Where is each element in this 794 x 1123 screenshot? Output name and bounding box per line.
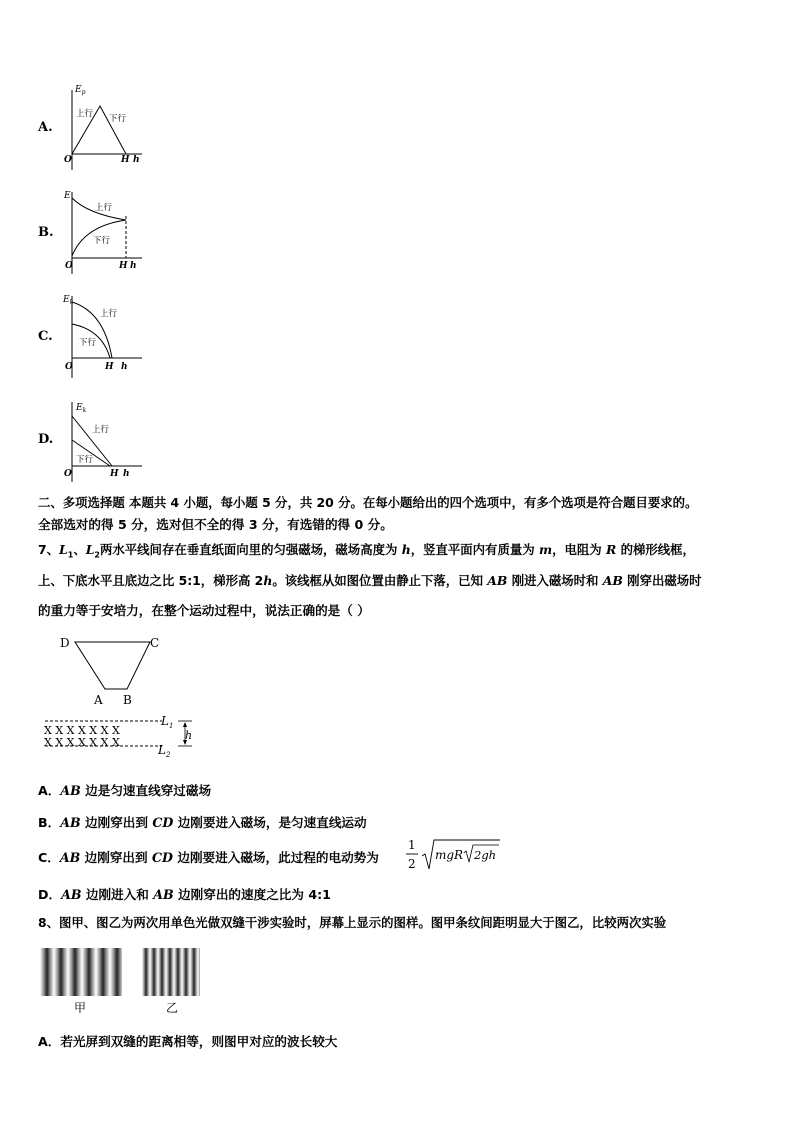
q7-option-d[interactable]: D．AB 边刚进入和 AB 边刚穿出的速度之比为 4:1 <box>38 887 331 902</box>
graph-b-h: h <box>130 261 137 271</box>
label-jia: 甲 <box>74 1001 87 1015</box>
frac-den: 2 <box>408 857 416 871</box>
q8-option-a[interactable]: A．若光屏到双缝的距离相等，则图甲对应的波长较大 <box>38 1034 338 1049</box>
graph-c-up: 上行 <box>100 309 118 319</box>
graph-d-h: h <box>123 469 130 479</box>
q7-option-c[interactable]: C．AB 边刚穿出到 CD 边刚要进入磁场，此过程的电动势为 <box>38 850 379 865</box>
graph-d <box>60 398 150 484</box>
graph-a-h: h <box>133 155 140 165</box>
option-a-label: A. <box>38 120 53 135</box>
q7-option-c-formula <box>404 836 504 874</box>
graph-b <box>60 188 150 278</box>
section2-line1: 二、多项选择题 本题共 4 小题，每小题 5 分，共 20 分。在每小题给出的四个选项中，有多个选项是符合题目要求的。 <box>38 495 698 510</box>
graph-a-up: 上行 <box>76 109 94 119</box>
q7-option-a[interactable]: A．AB 边是匀速直线穿过磁场 <box>38 783 212 798</box>
graph-d-H: H <box>110 469 119 479</box>
fringe-pattern-yi <box>142 948 200 996</box>
field-crosses-row2: X X X X X X X <box>44 736 120 749</box>
graph-c-origin: O <box>65 362 73 372</box>
graph-c-down: 下行 <box>79 338 97 348</box>
graph-d-up: 上行 <box>92 425 110 435</box>
graph-b-H: H <box>119 261 128 271</box>
option-c-label: C. <box>38 329 53 344</box>
graph-a <box>60 82 150 174</box>
graph-b-ylabel: E <box>64 191 71 201</box>
label-D: D <box>60 636 70 650</box>
label-C: C <box>150 636 160 650</box>
graph-c <box>60 290 150 382</box>
option-d-label: D. <box>38 432 54 447</box>
label-yi: 乙 <box>166 1001 179 1015</box>
graph-b-up: 上行 <box>95 203 113 213</box>
q7-option-b[interactable]: B．AB 边刚穿出到 CD 边刚要进入磁场，是匀速直线运动 <box>38 815 367 830</box>
graph-a-ylabel: $E_p$ <box>75 85 86 96</box>
graph-d-ylabel: $E_k$ <box>76 403 87 414</box>
graph-a-down: 下行 <box>109 114 127 124</box>
q7-line3: 的重力等于安培力，在整个运动过程中，说法正确的是（ ） <box>38 603 370 618</box>
label-L2: $L_2$ <box>158 743 171 759</box>
q7-line2: 上、下底水平且底边之比 5:1，梯形高 2h。该线框从如图位置由静止下落，已知 AB 刚进入磁场时和 AB 刚穿出磁场时 <box>38 573 702 588</box>
graph-c-ylabel: $E_k$ <box>63 295 74 306</box>
graph-d-down: 下行 <box>76 455 94 465</box>
sqrt-inner-content: 2gh <box>474 848 497 862</box>
graph-b-down: 下行 <box>93 236 111 246</box>
graph-c-h: h <box>121 362 128 372</box>
option-b-label: B. <box>38 225 54 240</box>
label-B: B <box>123 693 132 707</box>
q8-line1: 8、图甲、图乙为两次用单色光做双缝干涉实验时，屏幕上显示的图样。图甲条纹间距明显大于图乙，比较两次实验 <box>38 915 667 930</box>
section2-line2: 全部选对的得 5 分，选对但不全的得 3 分，有选错的得 0 分。 <box>38 517 393 532</box>
graph-a-origin: O <box>64 155 72 165</box>
fringe-pattern-jia <box>40 948 122 996</box>
field-crosses-row1: X X X X X X X <box>44 724 120 737</box>
sqrt-outer-content: mgR <box>435 848 464 862</box>
q7-figure <box>40 628 210 762</box>
trapezoid-frame <box>75 642 150 689</box>
graph-d-origin: O <box>64 469 72 479</box>
label-h: h <box>185 729 193 742</box>
q7-line1: 7、$L_1$、$L_2$两水平线间存在垂直纸面向里的匀强磁场，磁场高度为 h，竖直平面内有质量为 m，电阻为 R 的梯形线框， <box>38 542 695 560</box>
label-L1: $L_1$ <box>161 714 174 730</box>
graph-b-origin: O <box>65 261 73 271</box>
graph-a-H: H <box>121 155 130 165</box>
label-A: A <box>94 693 103 707</box>
frac-num: 1 <box>408 838 416 852</box>
graph-c-H: H <box>105 362 114 372</box>
